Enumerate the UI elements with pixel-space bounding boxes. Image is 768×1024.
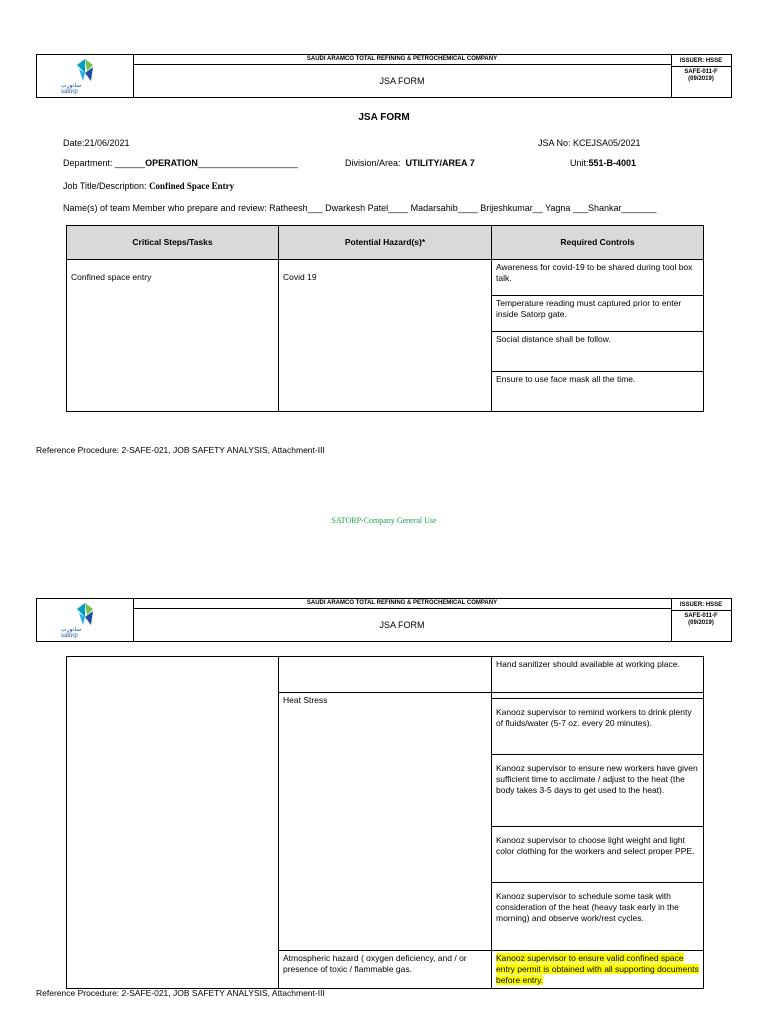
department-value: OPERATION <box>145 158 198 168</box>
hazard-cell <box>279 657 492 693</box>
form-date-value: (09/2019) <box>688 620 714 626</box>
form-code <box>671 69 731 83</box>
header-right <box>671 599 731 641</box>
job-title-value: Confined Space Entry <box>149 181 235 191</box>
division-field <box>345 158 475 168</box>
team-members: Name(s) of team Member who prepare and review: Ratheesh___ Dwarkesh Patel____ Madarsahib____ Brijeshkumar__ Yagna ___Shankar_______ <box>63 203 657 213</box>
unit-label: Unit: <box>570 158 589 168</box>
header-right <box>671 55 731 97</box>
job-title-field <box>63 181 234 191</box>
division-value: UTILITY/AREA 7 <box>405 158 475 168</box>
highlighted-control: Kanooz supervisor to ensure valid confined space entry permit is obtained with all supporting documents before entry. <box>496 953 699 985</box>
logo-cell <box>37 599 134 641</box>
form-code-value: SAFE-011-F <box>684 613 718 619</box>
control-cell <box>492 951 704 989</box>
header-form-name: JSA FORM <box>379 620 425 630</box>
department-trail: ____________________ <box>197 158 299 168</box>
division-label: Division/Area: <box>345 158 401 168</box>
logo-english-text: satorp <box>61 633 78 639</box>
logo-arabic-text: ساتورب <box>61 627 82 633</box>
job-title-label: Job Title/Description: <box>63 181 147 191</box>
control-cell: Awareness for covid-19 to be shared during tool box talk. <box>492 260 704 296</box>
control-cell: Kanooz supervisor to schedule some task with consideration of the heat (heavy task early in the morning) and observe work/rest cycles. <box>492 883 704 951</box>
hazard-cell-heat: Heat Stress <box>279 693 492 951</box>
task-cell <box>67 657 279 989</box>
issuer-label: ISSUER: HSSE <box>671 599 731 611</box>
header-middle <box>133 599 672 641</box>
control-cell: Social distance shall be follow. <box>492 332 704 372</box>
date-field: Date:21/06/2021 <box>63 138 130 148</box>
satorp-logo-icon <box>75 59 95 83</box>
column-header-controls: Required Controls <box>492 226 704 260</box>
logo-cell <box>37 55 134 97</box>
reference-procedure: Reference Procedure: 2-SAFE-021, JOB SAFETY ANALYSIS, Attachment-III <box>36 445 325 455</box>
company-name: SAUDI ARAMCO TOTAL REFINING & PETROCHEMICAL COMPANY <box>133 599 671 609</box>
control-cell: Kanooz supervisor to ensure new workers have given sufficient time to acclimate / adjust to the heat (the body takes 3-5 days to get used to the heat). <box>492 755 704 827</box>
logo-arabic-text: ساتورب <box>61 83 82 89</box>
header-form-name: JSA FORM <box>379 76 425 86</box>
reference-procedure: Reference Procedure: 2-SAFE-021, JOB SAFETY ANALYSIS, Attachment-III <box>36 988 325 998</box>
page2-header <box>36 598 732 642</box>
control-cell: Ensure to use face mask all the time. <box>492 372 704 412</box>
form-code-value: SAFE-011-F <box>684 69 718 75</box>
form-date-value: (09/2019) <box>688 76 714 82</box>
company-name: SAUDI ARAMCO TOTAL REFINING & PETROCHEMICAL COMPANY <box>133 55 671 65</box>
unit-field <box>570 158 636 168</box>
department-field <box>63 158 298 168</box>
page-title: JSA FORM <box>358 112 410 123</box>
unit-value: 551-B-4001 <box>588 158 637 168</box>
hazard-cell-atmospheric: Atmospheric hazard ( oxygen deficiency, and / or presence of toxic / flammable gas. <box>279 951 492 989</box>
page1-header <box>36 54 732 98</box>
jsa-number: JSA No: KCEJSA05/2021 <box>538 138 641 148</box>
hazard-cell: Covid 19 <box>279 260 492 412</box>
satorp-logo-icon <box>75 603 95 627</box>
task-cell: Confined space entry <box>67 260 279 412</box>
control-cell: Kanooz supervisor to remind workers to drink plenty of fluids/water (5-7 oz. every 20 minutes). <box>492 699 704 755</box>
logo-english-text: satorp <box>61 89 78 95</box>
jsa-table-page1 <box>66 225 704 412</box>
jsa-table-page2 <box>66 656 704 989</box>
department-label: Department: ______ <box>63 158 146 168</box>
column-header-hazards: Potential Hazard(s)* <box>279 226 492 260</box>
header-middle <box>133 55 672 97</box>
control-cell: Temperature reading must captured prior to enter inside Satorp gate. <box>492 296 704 332</box>
classification-label: SATORP-Company General Use <box>331 516 437 525</box>
column-header-steps: Critical Steps/Tasks <box>67 226 279 260</box>
form-code <box>671 613 731 627</box>
control-cell: Hand sanitizer should available at working place. <box>492 657 704 693</box>
control-cell: Kanooz supervisor to choose light weight and light color clothing for the workers and select proper PPE. <box>492 827 704 883</box>
issuer-label: ISSUER: HSSE <box>671 55 731 67</box>
